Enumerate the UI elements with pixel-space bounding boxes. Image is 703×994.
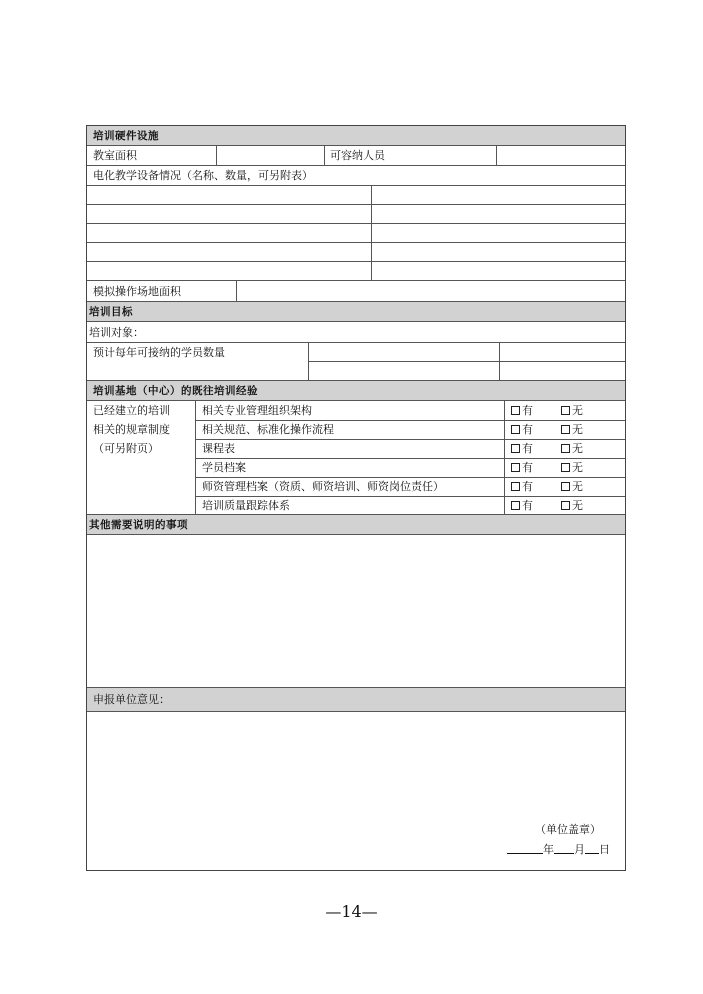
opinion-area[interactable] [87, 712, 625, 870]
section-header-opinion [87, 688, 625, 712]
equipment-row[interactable] [87, 186, 625, 205]
equipment-row[interactable] [87, 243, 625, 262]
rule-item-label: 相关专业管理组织架构 [202, 404, 312, 417]
label-sim-area: 模拟操作场地面积 [93, 285, 181, 298]
field-sim-area[interactable] [237, 281, 625, 301]
date-line [507, 843, 610, 857]
rule-item-label: 学员档案 [202, 461, 246, 474]
month-label: 月 [574, 843, 585, 856]
checkbox-square-icon [561, 444, 570, 453]
row-target[interactable] [87, 322, 625, 343]
equipment-row[interactable] [87, 205, 625, 224]
checkbox-square-icon [561, 463, 570, 472]
field-capacity[interactable] [497, 146, 625, 165]
checkbox-square-icon [511, 425, 520, 434]
checkbox-no[interactable]: 无 [561, 404, 583, 418]
section-header-hardware [87, 126, 625, 146]
application-form [86, 125, 626, 871]
label-capacity: 可容纳人员 [330, 149, 385, 162]
checkbox-square-icon [511, 463, 520, 472]
checkbox-yes[interactable]: 有 [511, 480, 533, 494]
month-blank[interactable] [554, 843, 574, 854]
field-classroom-area[interactable] [217, 146, 324, 165]
label-av-equipment: 电化教学设备情况（名称、数量，可另附表） [93, 169, 313, 182]
rules-block [87, 401, 625, 515]
rule-item-label: 课程表 [202, 442, 235, 455]
checkbox-no[interactable]: 无 [561, 480, 583, 494]
checkbox-square-icon [561, 406, 570, 415]
checkbox-square-icon [511, 501, 520, 510]
rules-label-line3: （可另附页） [93, 442, 159, 455]
checkbox-yes[interactable]: 有 [511, 404, 533, 418]
checkbox-square-icon [561, 425, 570, 434]
checkbox-no[interactable]: 无 [561, 423, 583, 437]
checkbox-square-icon [511, 406, 520, 415]
section-title-opinion: 申报单位意见： [93, 693, 170, 706]
label-classroom-area: 教室面积 [93, 149, 137, 162]
checkbox-square-icon [561, 482, 570, 491]
rule-item-label: 相关规范、标准化操作流程 [202, 423, 334, 436]
section-header-other [87, 515, 625, 535]
label-annual-trainees: 预计每年可接纳的学员数量 [93, 346, 225, 359]
section-title-experience: 培训基地（中心）的既往培训经验 [93, 385, 258, 397]
row-sim-area [87, 281, 625, 302]
day-label: 日 [599, 843, 610, 856]
checkbox-square-icon [511, 482, 520, 491]
section-header-goal [87, 302, 625, 322]
year-label: 年 [543, 843, 554, 856]
checkbox-square-icon [511, 444, 520, 453]
rules-label-line1: 已经建立的培训 [93, 404, 170, 417]
label-target: 培训对象： [89, 326, 144, 339]
section-title-other: 其他需要说明的事项 [89, 519, 188, 531]
field-annual-trainees-2[interactable] [309, 362, 499, 380]
year-blank[interactable] [507, 843, 543, 854]
equipment-row[interactable] [87, 262, 625, 281]
seal-label: （单位盖章） [535, 823, 601, 836]
row-av-equipment-label [87, 166, 625, 186]
row-classroom [87, 146, 625, 166]
checkbox-yes[interactable]: 有 [511, 423, 533, 437]
checkbox-yes[interactable]: 有 [511, 461, 533, 475]
checkbox-yes[interactable]: 有 [511, 499, 533, 513]
day-blank[interactable] [585, 843, 599, 854]
page-number: —14— [325, 902, 378, 921]
rules-label-line2: 相关的规章制度 [93, 423, 170, 436]
rule-item-label: 师资管理档案（资质、师资培训、师资岗位责任） [202, 480, 444, 493]
checkbox-square-icon [561, 501, 570, 510]
checkbox-no[interactable]: 无 [561, 461, 583, 475]
checkbox-no[interactable]: 无 [561, 499, 583, 513]
equipment-row[interactable] [87, 224, 625, 243]
field-annual-trainees-1[interactable] [309, 343, 499, 361]
row-annual-trainees [87, 343, 625, 381]
section-title-goal: 培训目标 [89, 306, 133, 318]
checkbox-yes[interactable]: 有 [511, 442, 533, 456]
checkbox-no[interactable]: 无 [561, 442, 583, 456]
other-notes-area[interactable] [87, 535, 625, 688]
rule-item-label: 培训质量跟踪体系 [202, 499, 290, 512]
section-header-experience [87, 381, 625, 401]
section-title-hardware: 培训硬件设施 [93, 130, 159, 142]
